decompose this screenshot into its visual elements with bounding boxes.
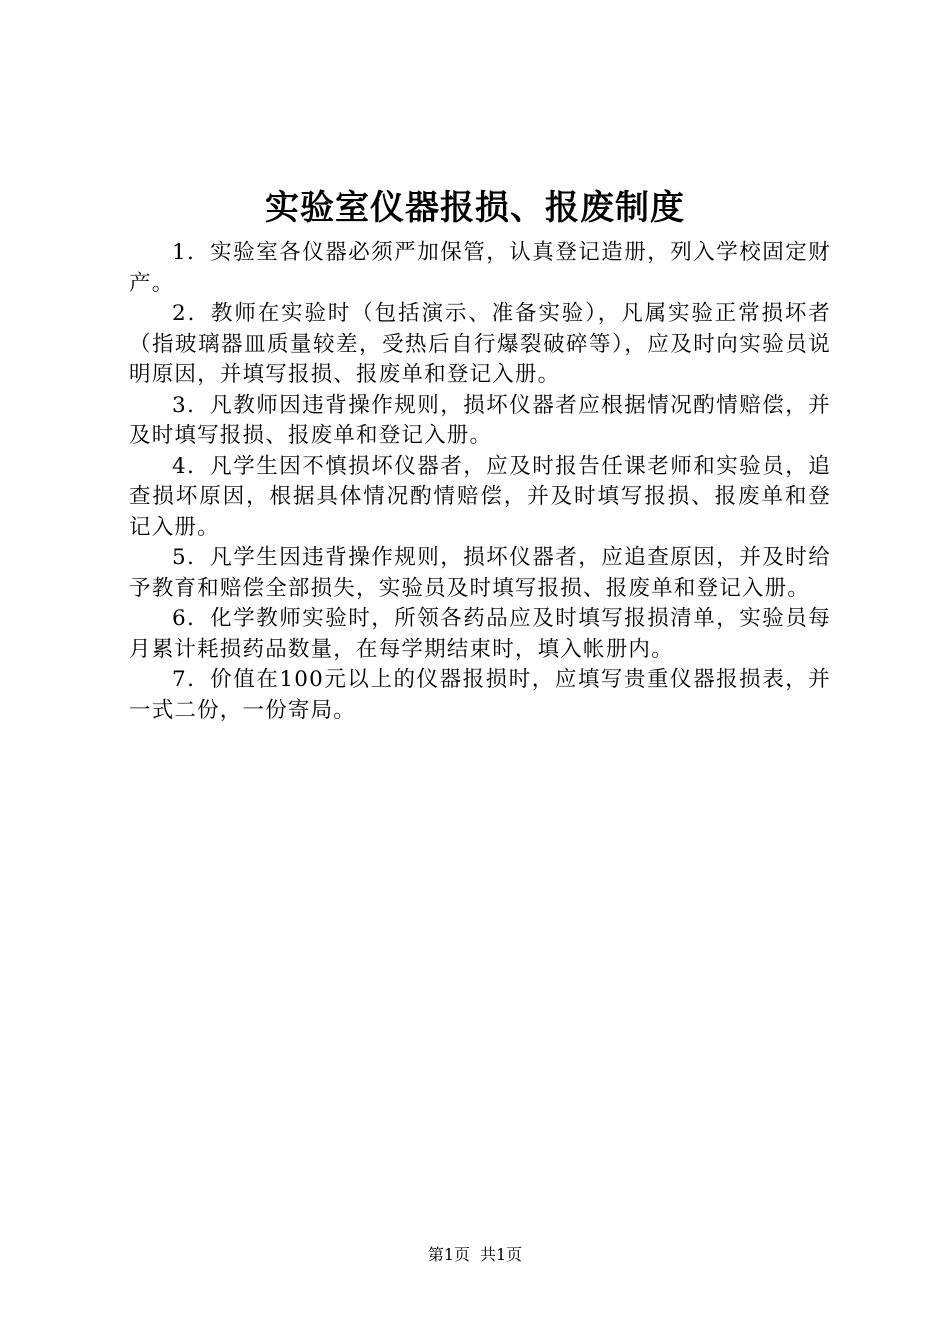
- paragraph-2: 2．教师在实验时（包括演示、准备实验），凡属实验正常损坏者（指玻璃器皿质量较差，受热后自行爆裂破碎等），应及时向实验员说明原因，并填写报损、报废单和登记入册。: [129, 301, 831, 387]
- page-footer: [0, 1244, 950, 1266]
- paragraph-4: 4．凡学生因不慎损坏仪器者，应及时报告任课老师和实验员，追查损坏原因，根据具体情况酌情赔偿，并及时填写报损、报废单和登记入册。: [129, 453, 831, 540]
- paragraph-3: 3．凡教师因违背操作规则，损坏仪器者应根据情况酌情赔偿，并及时填写报损、报废单和登记入册。: [129, 392, 831, 448]
- document-title: 实验室仪器报损、报废制度: [265, 188, 685, 228]
- page-total: 共1页: [480, 1245, 523, 1264]
- paragraph-7: 7．价值在100元以上的仪器报损时，应填写贵重仪器报损表，并一式二份，一份寄局。: [129, 667, 831, 723]
- paragraph-1: 1．实验室各仪器必须严加保管，认真登记造册，列入学校固定财产。: [129, 240, 831, 296]
- page-number: 第1页: [427, 1245, 470, 1264]
- paragraph-6: 6．化学教师实验时，所领各药品应及时填写报损清单，实验员每月累计耗损药品数量，在每学期结束时，填入帐册内。: [129, 606, 831, 662]
- document-body: [129, 238, 831, 726]
- paragraph-5: 5．凡学生因违背操作规则，损坏仪器者，应追查原因，并及时给予教育和赔偿全部损失，实验员及时填写报损、报废单和登记入册。: [129, 545, 831, 601]
